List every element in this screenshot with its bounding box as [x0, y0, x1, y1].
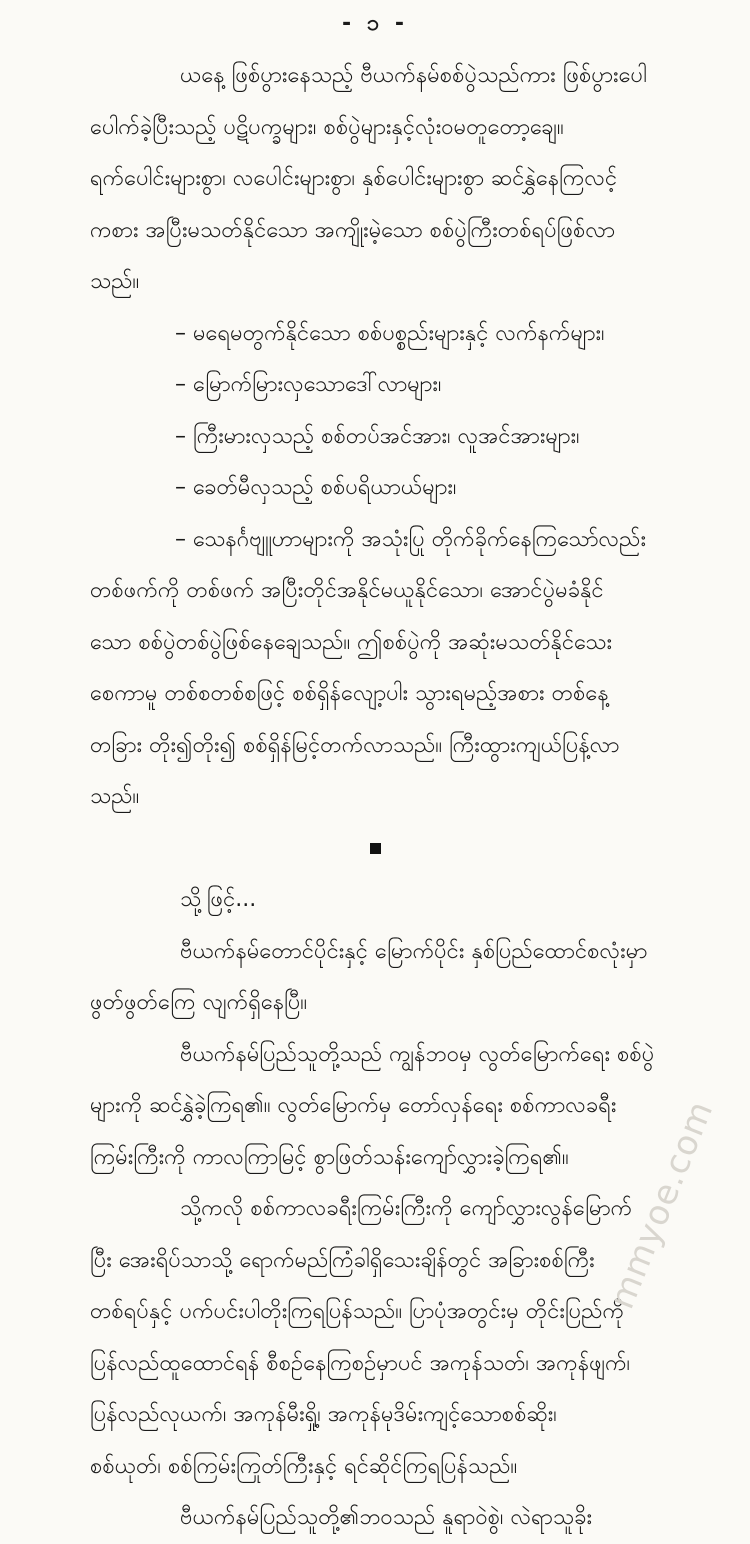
watermark: mmyoe.com [602, 1095, 722, 1315]
text-line: စေကာမူ တစ်စတစ်စဖြင့် စစ်ရှိန်လျော့ပါး သွားရမည့်အစား တစ်နေ့ [90, 681, 609, 706]
text-line: သည်။ [90, 269, 140, 294]
text-line: ဗီယက်နမ်ပြည်သူတို့၏ဘဝသည် နူရာဝဲစွဲ၊ လဲရာသူခိုး [180, 1505, 593, 1530]
text-line: ပြီး အေးရိပ်သာသို့ ရောက်မည်ကြံခါရှိသေးချိန်တွင် အခြားစစ်ကြီး [90, 1247, 595, 1273]
page-number: - ၁ - [342, 11, 408, 36]
list-item: – ကြီးမားလှသည့် စစ်တပ်အင်အား၊ လူအင်အားများ၊ [175, 423, 580, 449]
text-line: ဖွတ်ဖွတ်ကြေ လျက်ရှိနေပြီ။ [90, 990, 308, 1015]
text-line: ယနေ့ ဖြစ်ပွားနေသည့် ဗီယက်နမ်စစ်ပွဲသည်ကား ဖြစ်ပွားပေါ [180, 63, 647, 88]
list-item: – ခေတ်မီလှသည့် စစ်ပရိယာယ်များ၊ [175, 475, 457, 500]
list-item: – သေနင်္ဂဗျူဟာများကို အသုံးပြု တိုက်ခိုက်နေကြသော်လည်း [175, 526, 647, 552]
list-item: – မရေမတွက်နိုင်သော စစ်ပစ္စည်းများနှင့် လက်နက်များ၊ [175, 320, 605, 346]
text-line: သော စစ်ပွဲတစ်ပွဲဖြစ်နေချေသည်။ ဤစစ်ပွဲကို အဆုံးမသတ်နိုင်သေး [90, 629, 613, 655]
section-divider [90, 823, 710, 875]
body-text [90, 50, 710, 1544]
text-line: ရက်ပေါင်းများစွာ၊ လပေါင်းများစွာ၊ နှစ်ပေါင်းများစွာ ဆင်နွှဲနေကြလင့် [90, 166, 618, 191]
text-line: ပြန်လည်ထူထောင်ရန် စီစဉ်နေကြစဉ်မှာပင် အကုန်သတ်၊ အကုန်ဖျက်၊ [90, 1350, 631, 1376]
text-line: တစ်ရပ်နှင့် ပက်ပင်းပါတိုးကြရပြန်သည်။ ပြာပုံအတွင်းမှ တိုင်းပြည်ကို [90, 1299, 625, 1324]
text-line: ဗီယက်နမ်ပြည်သူတို့သည် ကျွန်ဘဝမှ လွတ်မြောက်ရေး စစ်ပွဲ [180, 1041, 655, 1067]
text-line: ဗီယက်နမ်တောင်ပိုင်းနှင့် မြောက်ပိုင်း နှစ်ပြည်ထောင်စလုံးမှာ [180, 938, 648, 964]
section-divider-mark [370, 843, 381, 854]
text-line: သို့ဖြင့်... [180, 887, 257, 912]
text-line: ပြန်လည်လုယက်၊ အကုန်မီးရှို့၊ အကုန်မုဒိမ်းကျင့်သောစစ်ဆိုး၊ [90, 1402, 557, 1427]
text-line: သို့ကလို စစ်ကာလခရီးကြမ်းကြီးကို ကျော်လွှားလွန်မြောက် [180, 1196, 633, 1221]
text-line: တစ်ဖက်ကို တစ်ဖက် အပြီးတိုင်အနိုင်မယူနိုင်သော၊ အောင်ပွဲမခံနိုင် [90, 578, 604, 603]
list-item: – မြောက်မြားလှသောဒေါ်လာများ၊ [175, 372, 442, 397]
text-line: ကစား အပြီးမသတ်နိုင်သော အကျိုးမဲ့သော စစ်ပွဲကြီးတစ်ရပ်ဖြစ်လာ [90, 217, 616, 243]
text-line: တခြား တိုး၍တိုး၍ စစ်ရှိန်မြင့်တက်လာသည်။ ကြီးထွားကျယ်ပြန့်လာ [90, 732, 620, 758]
text-line: များကို ဆင်နွှဲခဲ့ကြရ၏။ လွတ်မြောက်မှ တော်လှန်ရေး စစ်ကာလခရီး [90, 1093, 617, 1118]
text-line: စစ်ယုတ်၊ စစ်ကြမ်းကြုတ်ကြီးနှင့် ရင်ဆိုင်ကြရပြန်သည်။ [90, 1453, 518, 1479]
text-line: ကြမ်းကြီးကို ကာလကြာမြင့် စွာဖြတ်သန်းကျော်လွှားခဲ့ကြရ၏။ [90, 1144, 569, 1170]
text-line: ပေါက်ခဲ့ပြီးသည့် ပဋိပက္ခများ၊ စစ်ပွဲများနှင့်လုံးဝမတူတော့ချေ။ [90, 114, 564, 140]
text-line: သည်။ [90, 784, 140, 809]
